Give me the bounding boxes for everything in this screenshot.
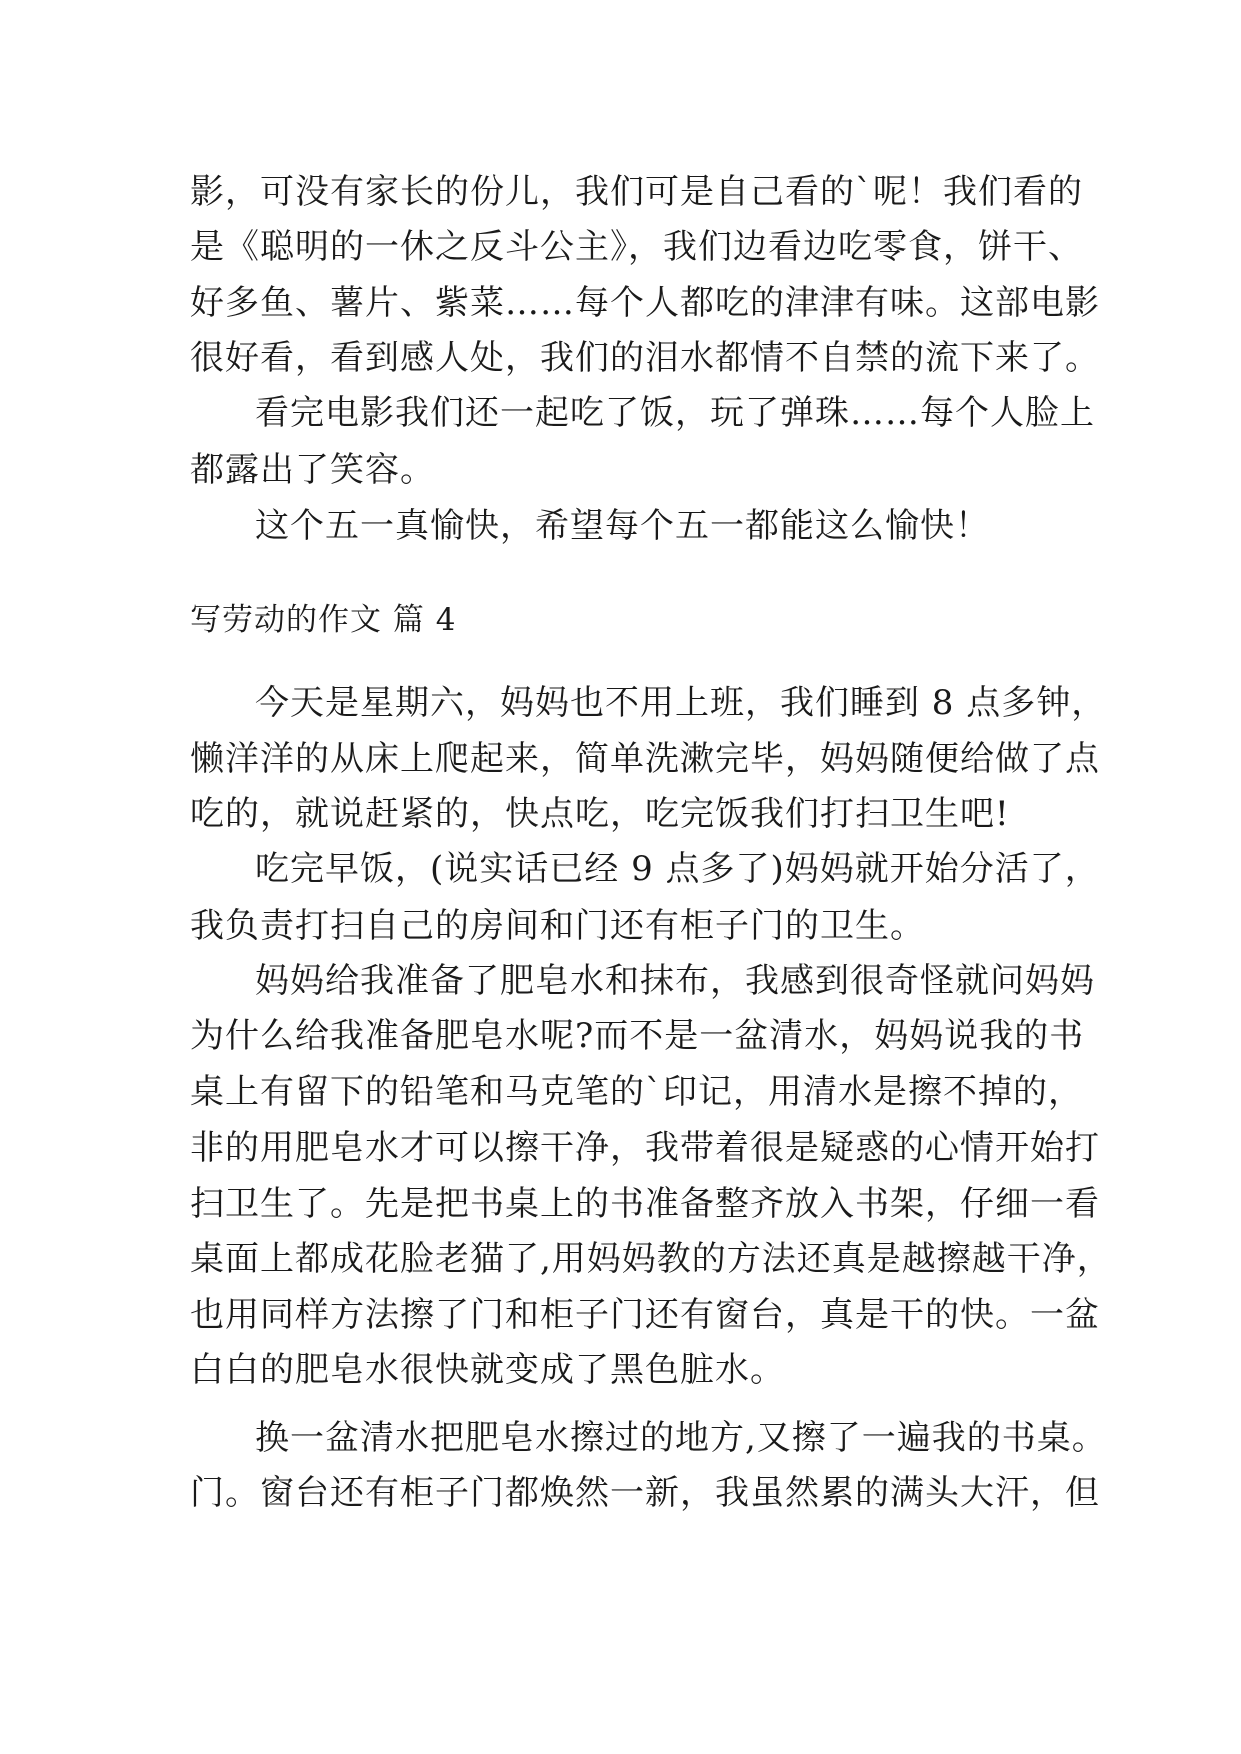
text-line: 好多鱼、薯片、紫菜……每个人都吃的津津有味。这部电影: [190, 283, 1100, 323]
text-line: 很好看，看到感人处，我们的泪水都情不自禁的流下来了。: [190, 338, 1100, 378]
text-line: 桌面上都成花脸老猫了,用妈妈教的方法还真是越擦越干净，: [190, 1239, 1112, 1279]
text-line: 今天是星期六，妈妈也不用上班，我们睡到 8 点多钟，: [255, 683, 1107, 723]
text-line: 我负责打扫自己的房间和门还有柜子门的卫生。: [190, 906, 925, 946]
text-line: 吃完早饭，(说实话已经 9 点多了)妈妈就开始分活了，: [255, 849, 1100, 889]
text-line: 都露出了笑容。: [190, 450, 435, 490]
text-line: 也用同样方法擦了门和柜子门还有窗台，真是干的快。一盆: [190, 1295, 1100, 1335]
section-heading: 写劳动的作文 篇 4: [190, 602, 457, 638]
text-line: 门。窗台还有柜子门都焕然一新，我虽然累的满头大汗，但: [190, 1473, 1100, 1513]
text-line: 影，可没有家长的份儿，我们可是自己看的`呢！我们看的: [190, 172, 1083, 212]
text-line: 白白的肥皂水很快就变成了黑色脏水。: [190, 1350, 785, 1390]
text-line: 桌上有留下的铅笔和马克笔的`印记，用清水是擦不掉的，: [190, 1072, 1083, 1112]
text-line: 扫卫生了。先是把书桌上的书准备整齐放入书架，仔细一看: [190, 1184, 1100, 1224]
text-line: 吃的，就说赶紧的，快点吃，吃完饭我们打扫卫生吧!: [190, 794, 1010, 834]
text-line: 换一盆清水把肥皂水擦过的地方,又擦了一遍我的书桌。: [255, 1418, 1107, 1458]
text-line: 是《聪明的一休之反斗公主》，我们边看边吃零食，饼干、: [190, 227, 1083, 267]
text-line: 非的用肥皂水才可以擦干净，我带着很是疑惑的心情开始打: [190, 1128, 1100, 1168]
text-line: 为什么给我准备肥皂水呢?而不是一盆清水，妈妈说我的书: [190, 1016, 1085, 1056]
text-line: 懒洋洋的从床上爬起来，简单洗漱完毕，妈妈随便给做了点: [190, 739, 1100, 779]
text-line: 这个五一真愉快，希望每个五一都能这么愉快！: [255, 506, 990, 546]
text-line: 看完电影我们还一起吃了饭，玩了弹珠……每个人脸上: [255, 393, 1095, 433]
text-line: 妈妈给我准备了肥皂水和抹布，我感到很奇怪就问妈妈: [255, 961, 1095, 1001]
